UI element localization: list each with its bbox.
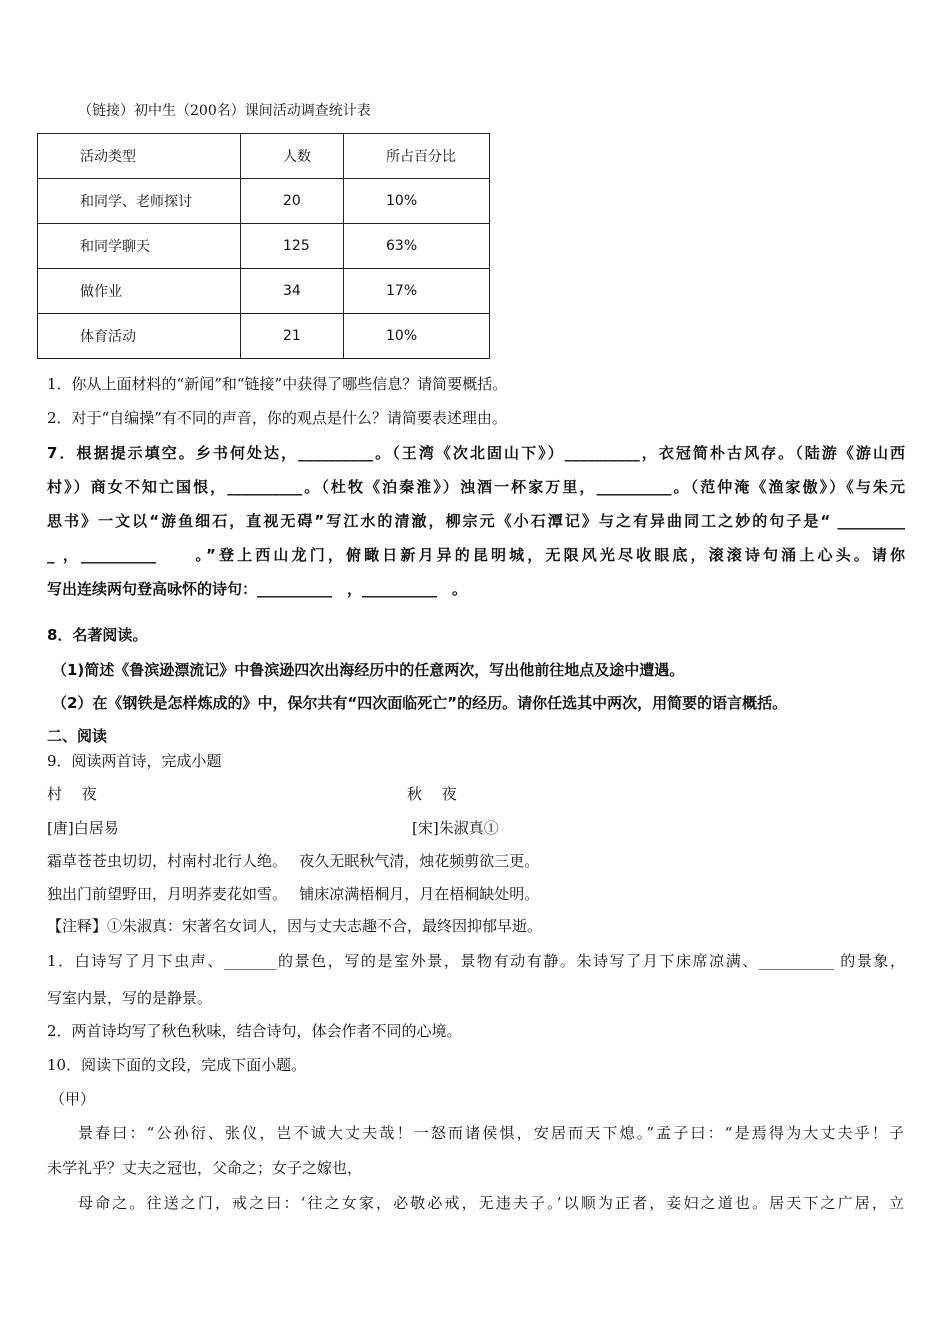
question-7-line-2: 村》）商女不知亡国恨，__________。（杜牧《泊秦淮》）浊酒一杯家万里，__________。（范仲淹《渔家傲》）《与朱元 xyxy=(47,478,905,496)
question-1: 1．你从上面材料的“新闻”和“链接”中获得了哪些信息？请简要概括。 xyxy=(47,375,508,393)
table-row xyxy=(38,179,490,224)
question-7-line-1: 7．根据提示填空。乡书何处达，__________。（王湾《次北固山下》）__________，衣冠简朴古风存。（陆游《游山西 xyxy=(47,444,905,462)
question-7-line-4: _ ，__________ 。”登上西山龙门，俯瞰日新月异的昆明城，无限风光尽收眼底，滚滚诗句涌上心头。请你 xyxy=(47,546,905,564)
question-7-line-3: 思书》一文以“游鱼细石，直视无碍”写江水的清澈，柳宗元《小石潭记》与之有异曲同工之妙的句子是“ _________ xyxy=(47,512,905,530)
question-8: 8．名著阅读。 xyxy=(47,626,148,644)
question-9-2: 2．两首诗均写了秋色秋味，结合诗句，体会作者不同的心境。 xyxy=(47,1022,462,1040)
passage-label-jia: （甲） xyxy=(50,1090,96,1108)
table-row xyxy=(38,224,490,269)
table-header-row xyxy=(38,134,490,179)
table-cell: 和同学聊天 xyxy=(38,224,241,269)
question-7-line-5: 写出连续两句登高咏怀的诗句：__________ ，__________ 。 xyxy=(47,580,468,598)
table-cell: 34 xyxy=(241,269,344,314)
passage-paragraph-3: 母命之。往送之门，戒之曰：‘往之女家，必敬必戒，无违夫子。’以顺为正者，妾妇之道也。居天下之广居，立 xyxy=(78,1194,904,1212)
poem-line-2: 独出门前望野田，月明荞麦花如雪。 铺床凉满梧桐月，月在梧桐缺处明。 xyxy=(47,885,540,903)
poem-2-author: [宋]朱淑真① xyxy=(412,819,499,837)
table-cell: 10% xyxy=(344,314,490,359)
header-cell: 人数 xyxy=(241,134,344,179)
poem-line-1: 霜草苍苍虫切切，村南村北行人绝。 夜久无眠秋气清，烛花频剪欲三更。 xyxy=(47,852,540,870)
table-cell: 21 xyxy=(241,314,344,359)
question-8-2: （2）在《钢铁是怎样炼成的》中，保尔共有“四次面临死亡”的经历。请你任选其中两次，用简要的语言概括。 xyxy=(52,694,788,712)
section-heading-reading: 二、阅读 xyxy=(47,727,108,745)
poem-2-title: 秋 夜 xyxy=(407,785,457,803)
question-9-1-line-2: 写室内景，写的是静景。 xyxy=(47,989,213,1007)
question-10: 10．阅读下面的文段，完成下面小题。 xyxy=(47,1056,307,1074)
poem-1-title: 村 夜 xyxy=(47,785,97,803)
question-8-1: （1)简述《鲁滨逊漂流记》中鲁滨逊四次出海经历中的任意两次，写出他前往地点及途中遭遇。 xyxy=(52,661,685,679)
poem-1-author: [唐]白居易 xyxy=(47,819,119,837)
header-cell: 活动类型 xyxy=(38,134,241,179)
header-cell: 所占百分比 xyxy=(344,134,490,179)
table-cell: 20 xyxy=(241,179,344,224)
table-cell: 125 xyxy=(241,224,344,269)
table-cell: 10% xyxy=(344,179,490,224)
activity-survey-table xyxy=(37,133,490,359)
table-cell: 63% xyxy=(344,224,490,269)
poem-note: 【注释】①朱淑真：宋著名女词人，因与丈夫志趣不合，最终因抑郁早逝。 xyxy=(47,917,543,935)
table-caption: （链接）初中生（200名）课间活动调查统计表 xyxy=(78,103,371,119)
question-9-1-line-1: 1．白诗写了月下虫声、_______的景色，写的是室外景，景物有动有静。朱诗写了月下床席凉满、__________ 的景象， xyxy=(47,952,905,970)
table-cell: 和同学、老师探讨 xyxy=(38,179,241,224)
question-9: 9．阅读两首诗，完成小题 xyxy=(47,752,222,770)
passage-paragraph-1: 景春曰：“公孙衍、张仪，岂不诚大丈夫哉！一怒而诸侯惧，安居而天下熄。”孟子曰：“是焉得为大丈夫乎！子 xyxy=(78,1124,904,1142)
table-cell: 做作业 xyxy=(38,269,241,314)
table-row xyxy=(38,269,490,314)
table-row xyxy=(38,314,490,359)
table-cell: 17% xyxy=(344,269,490,314)
table-cell: 体育活动 xyxy=(38,314,241,359)
passage-paragraph-2: 未学礼乎？丈夫之冠也，父命之；女子之嫁也， xyxy=(47,1159,363,1177)
question-2: 2．对于“自编操”有不同的声音，你的观点是什么？请简要表述理由。 xyxy=(47,409,507,427)
